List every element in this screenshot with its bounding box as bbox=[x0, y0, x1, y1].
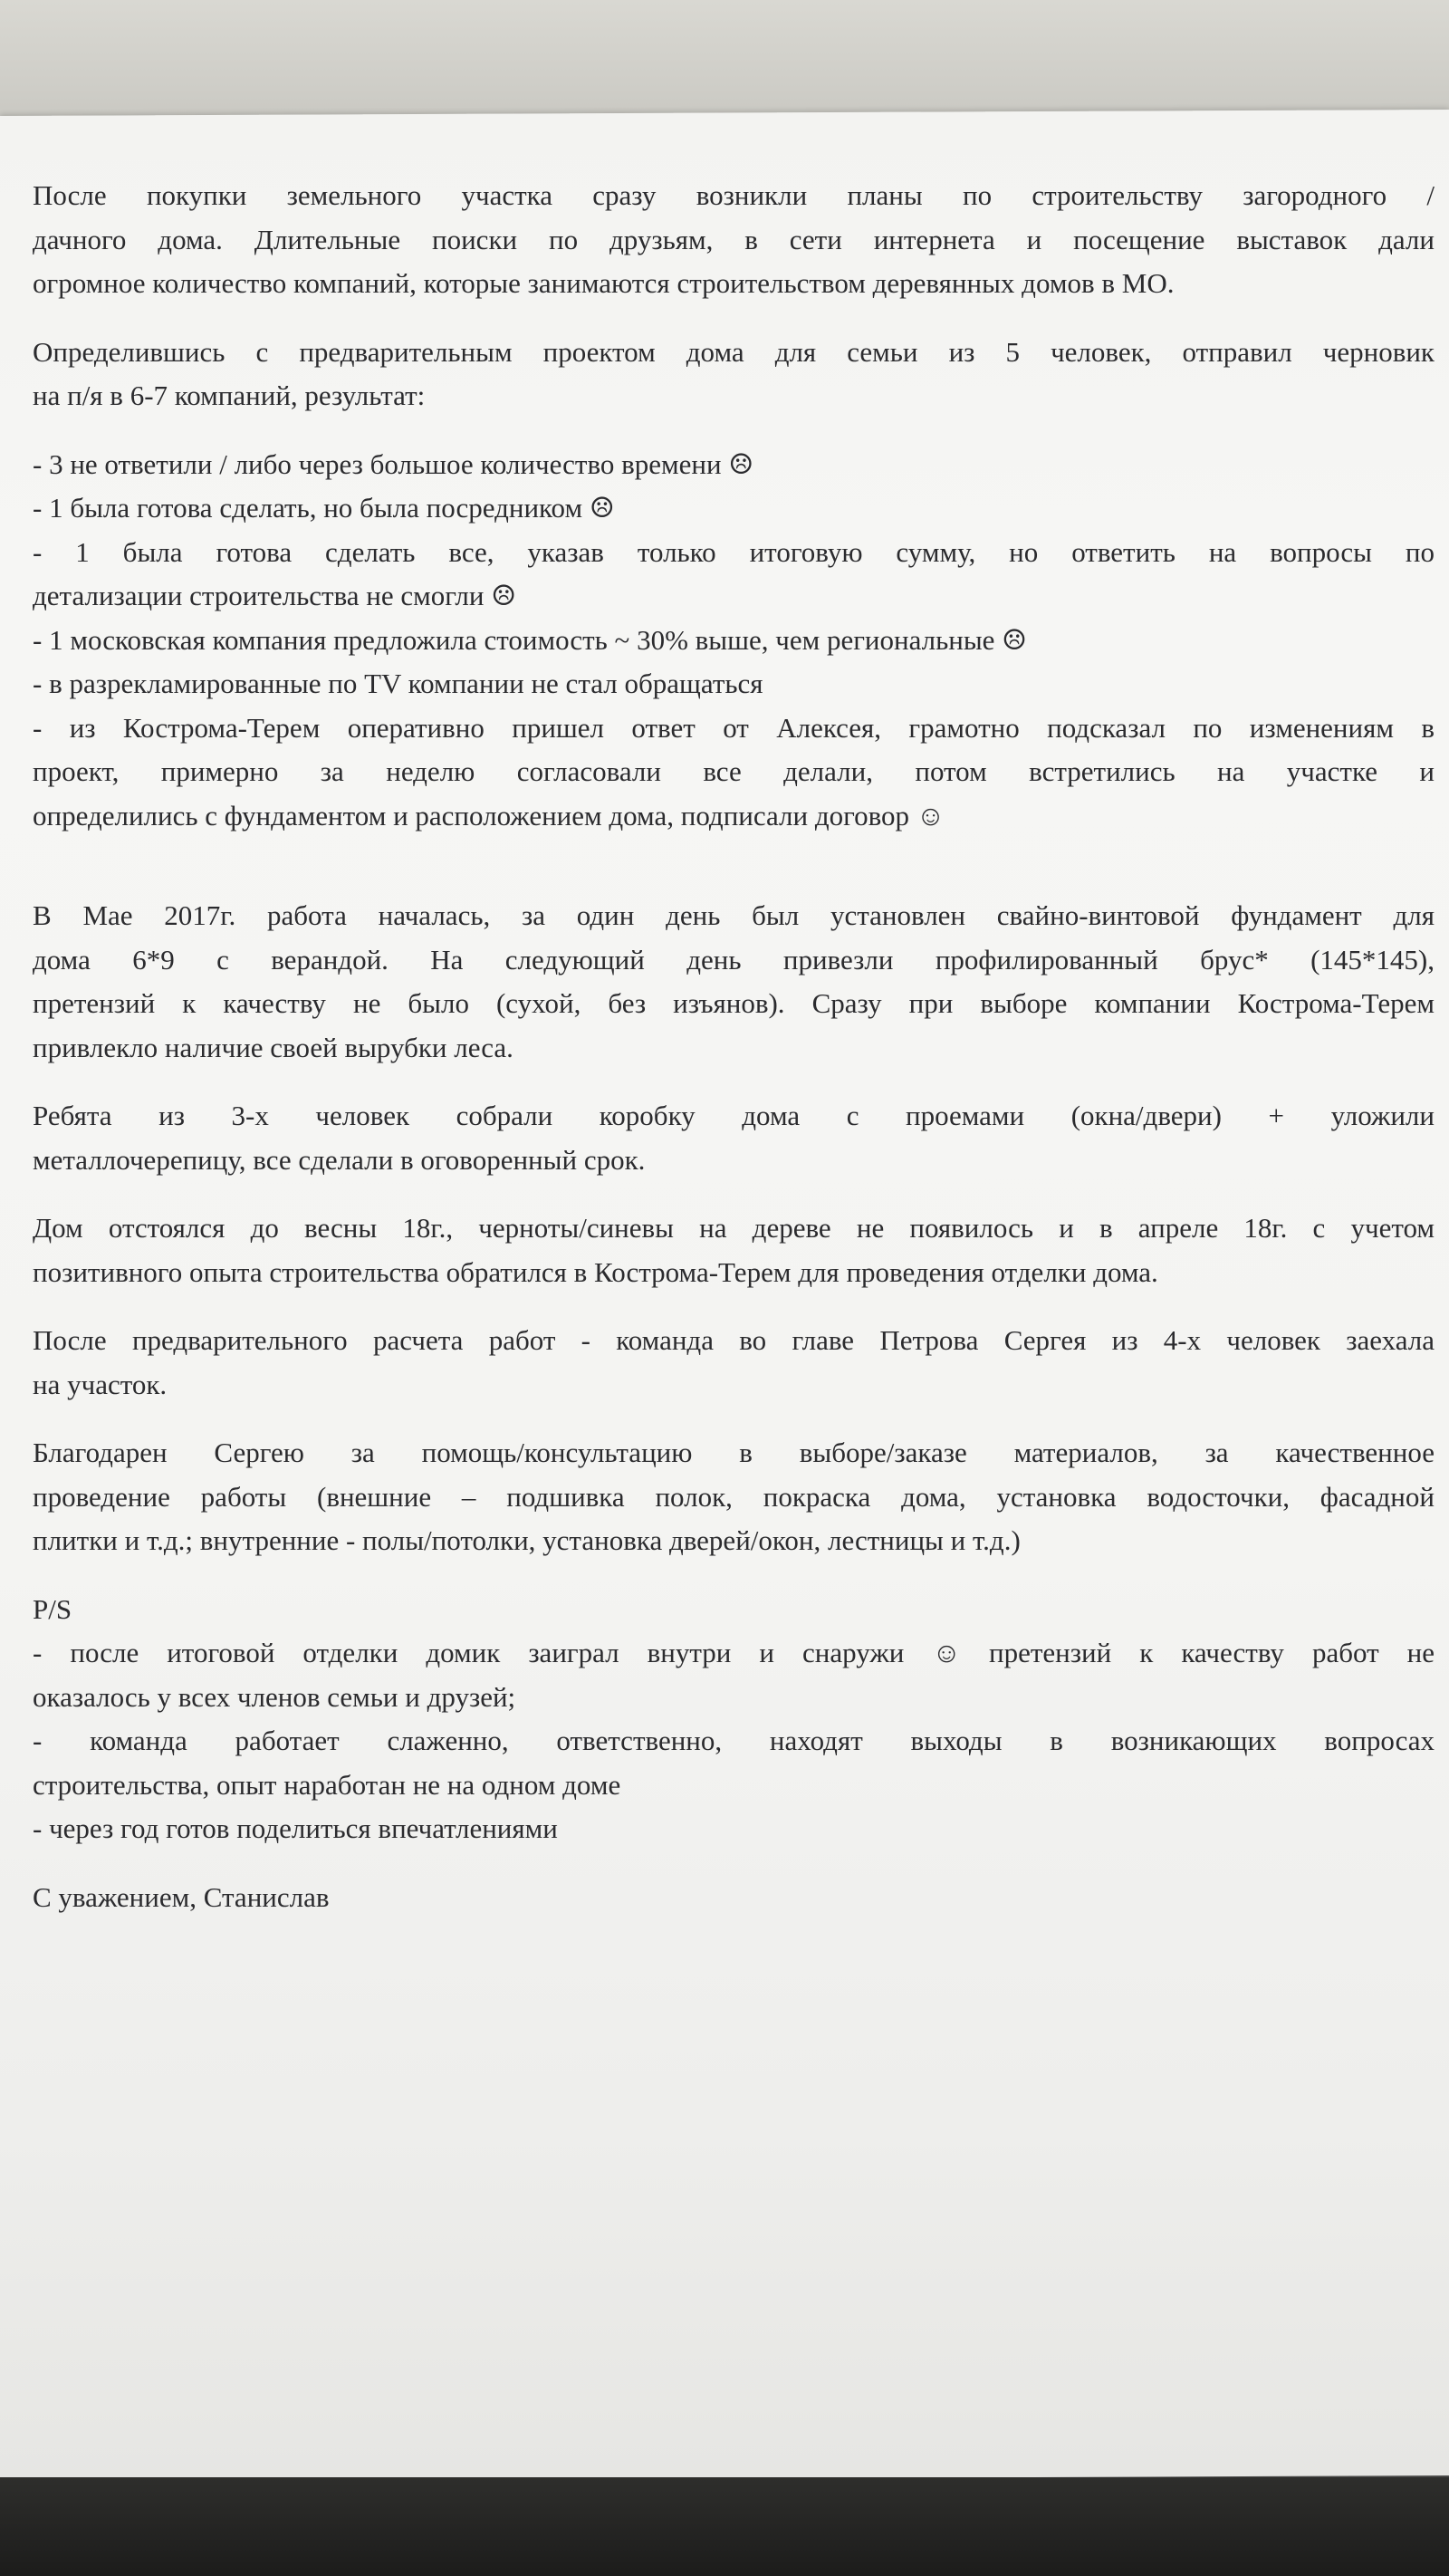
text-line: огромное количество компаний, которые занимаются строительством деревянных домов в МО. bbox=[33, 267, 1175, 299]
text-line: проведение работы (внешние – подшивка полок, покраска дома, установка водосточки, фасадной bbox=[33, 1480, 1435, 1513]
list-item: - из Кострома-Терем оперативно пришел ответ от Алексея, грамотно подсказал по изменениям в bbox=[33, 711, 1435, 744]
list-item: строительства, опыт наработан не на одном доме bbox=[33, 1768, 621, 1801]
list-item: детализации строительства не смогли ☹ bbox=[33, 580, 517, 611]
signature-line: С уважением, Станислав bbox=[33, 1880, 330, 1913]
letter-body bbox=[33, 174, 1435, 1944]
text-line: претензий к качеству не было (сухой, без изъянов). Сразу при выборе компании Кострома-Терем bbox=[33, 987, 1435, 1019]
text-line: После покупки земельного участка сразу возникли планы по строительству загородного / bbox=[33, 179, 1435, 211]
paragraph-signature bbox=[33, 1876, 1435, 1920]
text-line: на п/я в 6-7 компаний, результат: bbox=[33, 380, 426, 411]
paragraph-intro bbox=[33, 174, 1435, 306]
paragraph-team-box bbox=[33, 1094, 1435, 1182]
list-item: определились с фундаментом и расположением дома, подписали договор ☺ bbox=[33, 799, 945, 831]
text-line: После предварительного расчета работ - команда во главе Петрова Сергея из 4-х человек заехала bbox=[33, 1324, 1435, 1356]
text-line: привлекло наличие своей вырубки леса. bbox=[33, 1031, 513, 1063]
list-item: - в разрекламированные по TV компании не стал обращаться bbox=[33, 668, 763, 699]
desk-surface-bottom bbox=[0, 2477, 1449, 2576]
text-line: плитки и т.д.; внутренние - полы/потолки, установка дверей/окон, лестницы и т.д.) bbox=[33, 1524, 1021, 1556]
list-item: - 3 не ответили / либо через большое количество времени ☹ bbox=[33, 447, 754, 480]
list-item: - 1 московская компания предложила стоимость ~ 30% выше, чем региональные ☹ bbox=[33, 623, 1027, 656]
postscript-heading: P/S bbox=[33, 1592, 72, 1625]
text-line: Определившись с предварительным проектом дома для семьи из 5 человек, отправил черновик bbox=[33, 335, 1435, 368]
list-item: - команда работает слаженно, ответственно, находят выходы в возникающих вопросах bbox=[33, 1725, 1435, 1756]
paragraph-postscript bbox=[33, 1588, 1435, 1851]
text-line: Ребята из 3-х человек собрали коробку дома с проемами (окна/двери) + уложили bbox=[33, 1100, 1435, 1131]
list-item: - 1 была готова сделать, но была посредником ☹ bbox=[33, 492, 615, 524]
spacer bbox=[33, 862, 1435, 894]
paragraph-finishing-team bbox=[33, 1319, 1435, 1407]
list-item: - через год готов поделиться впечатлениями bbox=[33, 1812, 558, 1844]
paragraph-results-list bbox=[33, 443, 1435, 839]
text-line: Дом отстоялся до весны 18г., черноты/синевы на дереве не появилось и в апреле 18г. с учетом bbox=[33, 1212, 1435, 1244]
paragraph-request bbox=[33, 331, 1435, 418]
paragraph-finishing-request bbox=[33, 1206, 1435, 1294]
text-line: дома 6*9 с верандой. На следующий день привезли профилированный брус* (145*145), bbox=[33, 943, 1435, 976]
text-line: металлочерепицу, все сделали в оговоренный срок. bbox=[33, 1143, 646, 1176]
list-item: - после итоговой отделки домик заиграл внутри и снаружи ☺ претензий к качеству работ не bbox=[33, 1637, 1435, 1668]
paragraph-start-work bbox=[33, 894, 1435, 1070]
text-line: Благодарен Сергею за помощь/консультацию в выборе/заказе материалов, за качественное bbox=[33, 1437, 1435, 1468]
list-item: проект, примерно за неделю согласовали все делали, потом встретились на участке и bbox=[33, 755, 1435, 787]
text-line: позитивного опыта строительства обратился в Кострома-Терем для проведения отделки дома. bbox=[33, 1255, 1158, 1288]
list-item: - 1 была готова сделать все, указав только итоговую сумму, но ответить на вопросы по bbox=[33, 535, 1435, 568]
text-line: на участок. bbox=[33, 1368, 168, 1400]
text-line: В Мае 2017г. работа началась, за один день был установлен свайно-винтовой фундамент для bbox=[33, 899, 1435, 931]
list-item: оказалось у всех членов семьи и друзей; bbox=[33, 1680, 516, 1713]
text-line: дачного дома. Длительные поиски по друзьям, в сети интернета и посещение выставок дали bbox=[33, 223, 1435, 255]
paragraph-thanks bbox=[33, 1431, 1435, 1563]
